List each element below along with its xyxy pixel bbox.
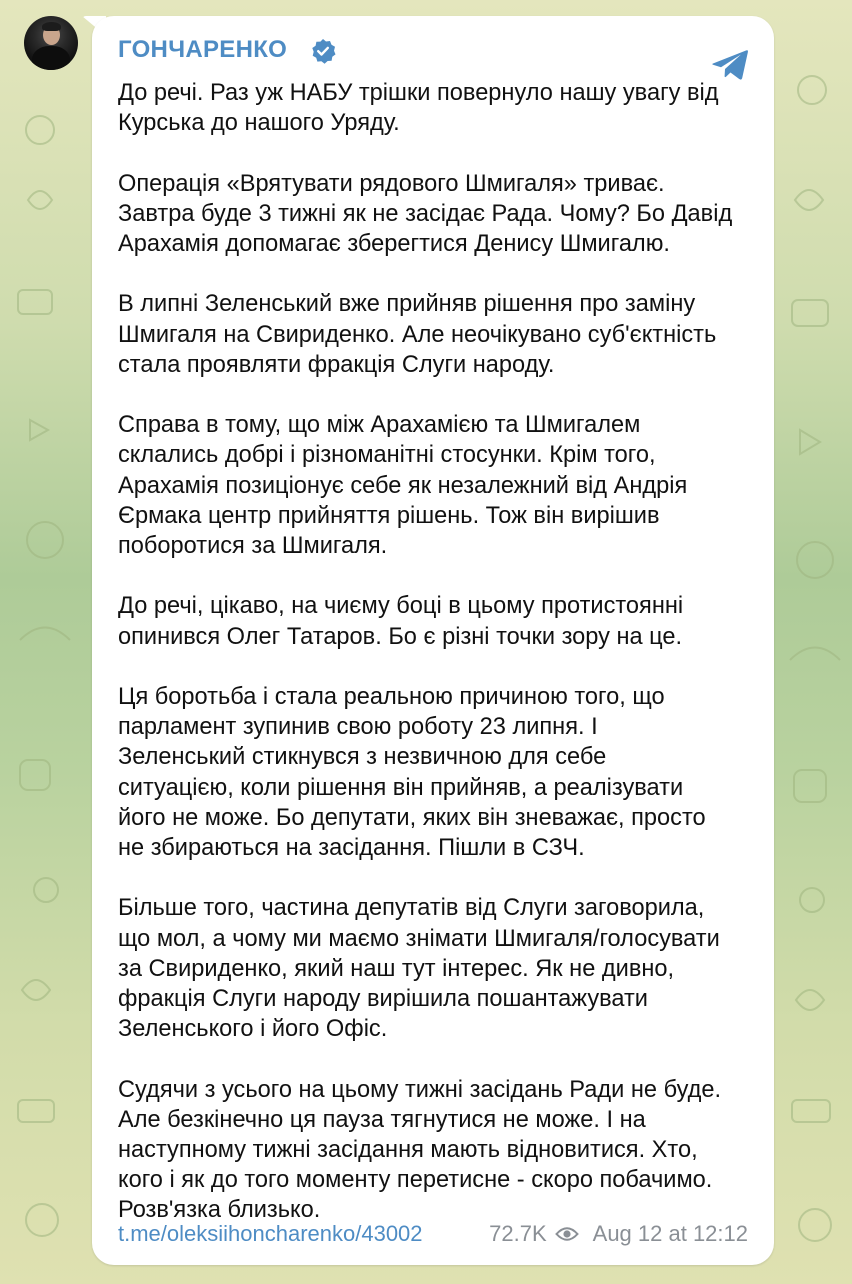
channel-name[interactable]: ГОНЧАРЕНКО bbox=[118, 36, 288, 63]
verified-badge-icon bbox=[310, 38, 336, 64]
message-text bbox=[118, 78, 754, 1226]
message-paragraph: До речі. Раз уж НАБУ трішки повернуло нашу увагу від Курська до нашого Уряду. bbox=[118, 80, 719, 137]
message-paragraph: Справа в тому, що між Арахамією та Шмигалем склались добрі і різноманітні стосунки. Крім того, Арахамія позиціонує себе як незалежний від Андрія Єрмака центр прийняття рішень. Тож він вирішив поборотися за Шмигаля. bbox=[118, 412, 688, 559]
eye-icon bbox=[555, 1225, 579, 1243]
message-meta bbox=[489, 1221, 748, 1247]
message-footer bbox=[118, 1219, 748, 1249]
view-count: 72.7K bbox=[489, 1221, 547, 1246]
message-paragraph: Ця боротьба і стала реальною причиною того, що парламент зупинив свою роботу 23 липня. І Зеленський стикнувся з незвичною для себе ситуацією, коли рішення він прийняв, а реалізувати його не може. Бо депутати, яких він зневажає, просто не збираються на засідання. Пішли в СЗЧ. bbox=[118, 683, 706, 861]
message-paragraph: Операція «Врятувати рядового Шмигаля» триває. Завтра буде 3 тижні як не засідає Рада. Чому? Бо Давід Арахамія допомагає зберегтися Денису Шмигалю. bbox=[118, 170, 733, 257]
telegram-share-icon[interactable] bbox=[710, 48, 750, 82]
message-paragraph: Судячи з усього на цьому тижні засідань Ради не буде. Але безкінечно ця пауза тягнутися не може. І на наступному тижні засідання мають відновитися. Хто, кого і як до того моменту перетисне - скоро побачимо. Розв'язка близько. bbox=[118, 1076, 722, 1224]
message-paragraph: До речі, цікаво, на чиєму боці в цьому протистоянні опинився Олег Татаров. Бо є різні точки зору на це. bbox=[118, 593, 684, 650]
post-link[interactable]: t.me/oleksiihoncharenko/43002 bbox=[118, 1221, 423, 1246]
channel-avatar[interactable] bbox=[24, 16, 78, 70]
message-paragraph: В липні Зеленський вже прийняв рішення про заміну Шмигаля на Свириденко. Але неочікувано суб'єктність стала проявляти фракція Слуги народу. bbox=[118, 291, 717, 378]
post-timestamp: Aug 12 at 12:12 bbox=[592, 1221, 748, 1246]
message-header bbox=[118, 32, 748, 72]
message-paragraph: Більше того, частина депутатів від Слуги заговорила, що мол, а чому ми маємо знімати Шмигаля/голосувати за Свириденко, який наш тут інтерес. Як не дивно, фракція Слуги народу вирішила пошантажувати Зеленського і його Офіс. bbox=[118, 895, 720, 1043]
message-bubble bbox=[92, 16, 774, 1265]
